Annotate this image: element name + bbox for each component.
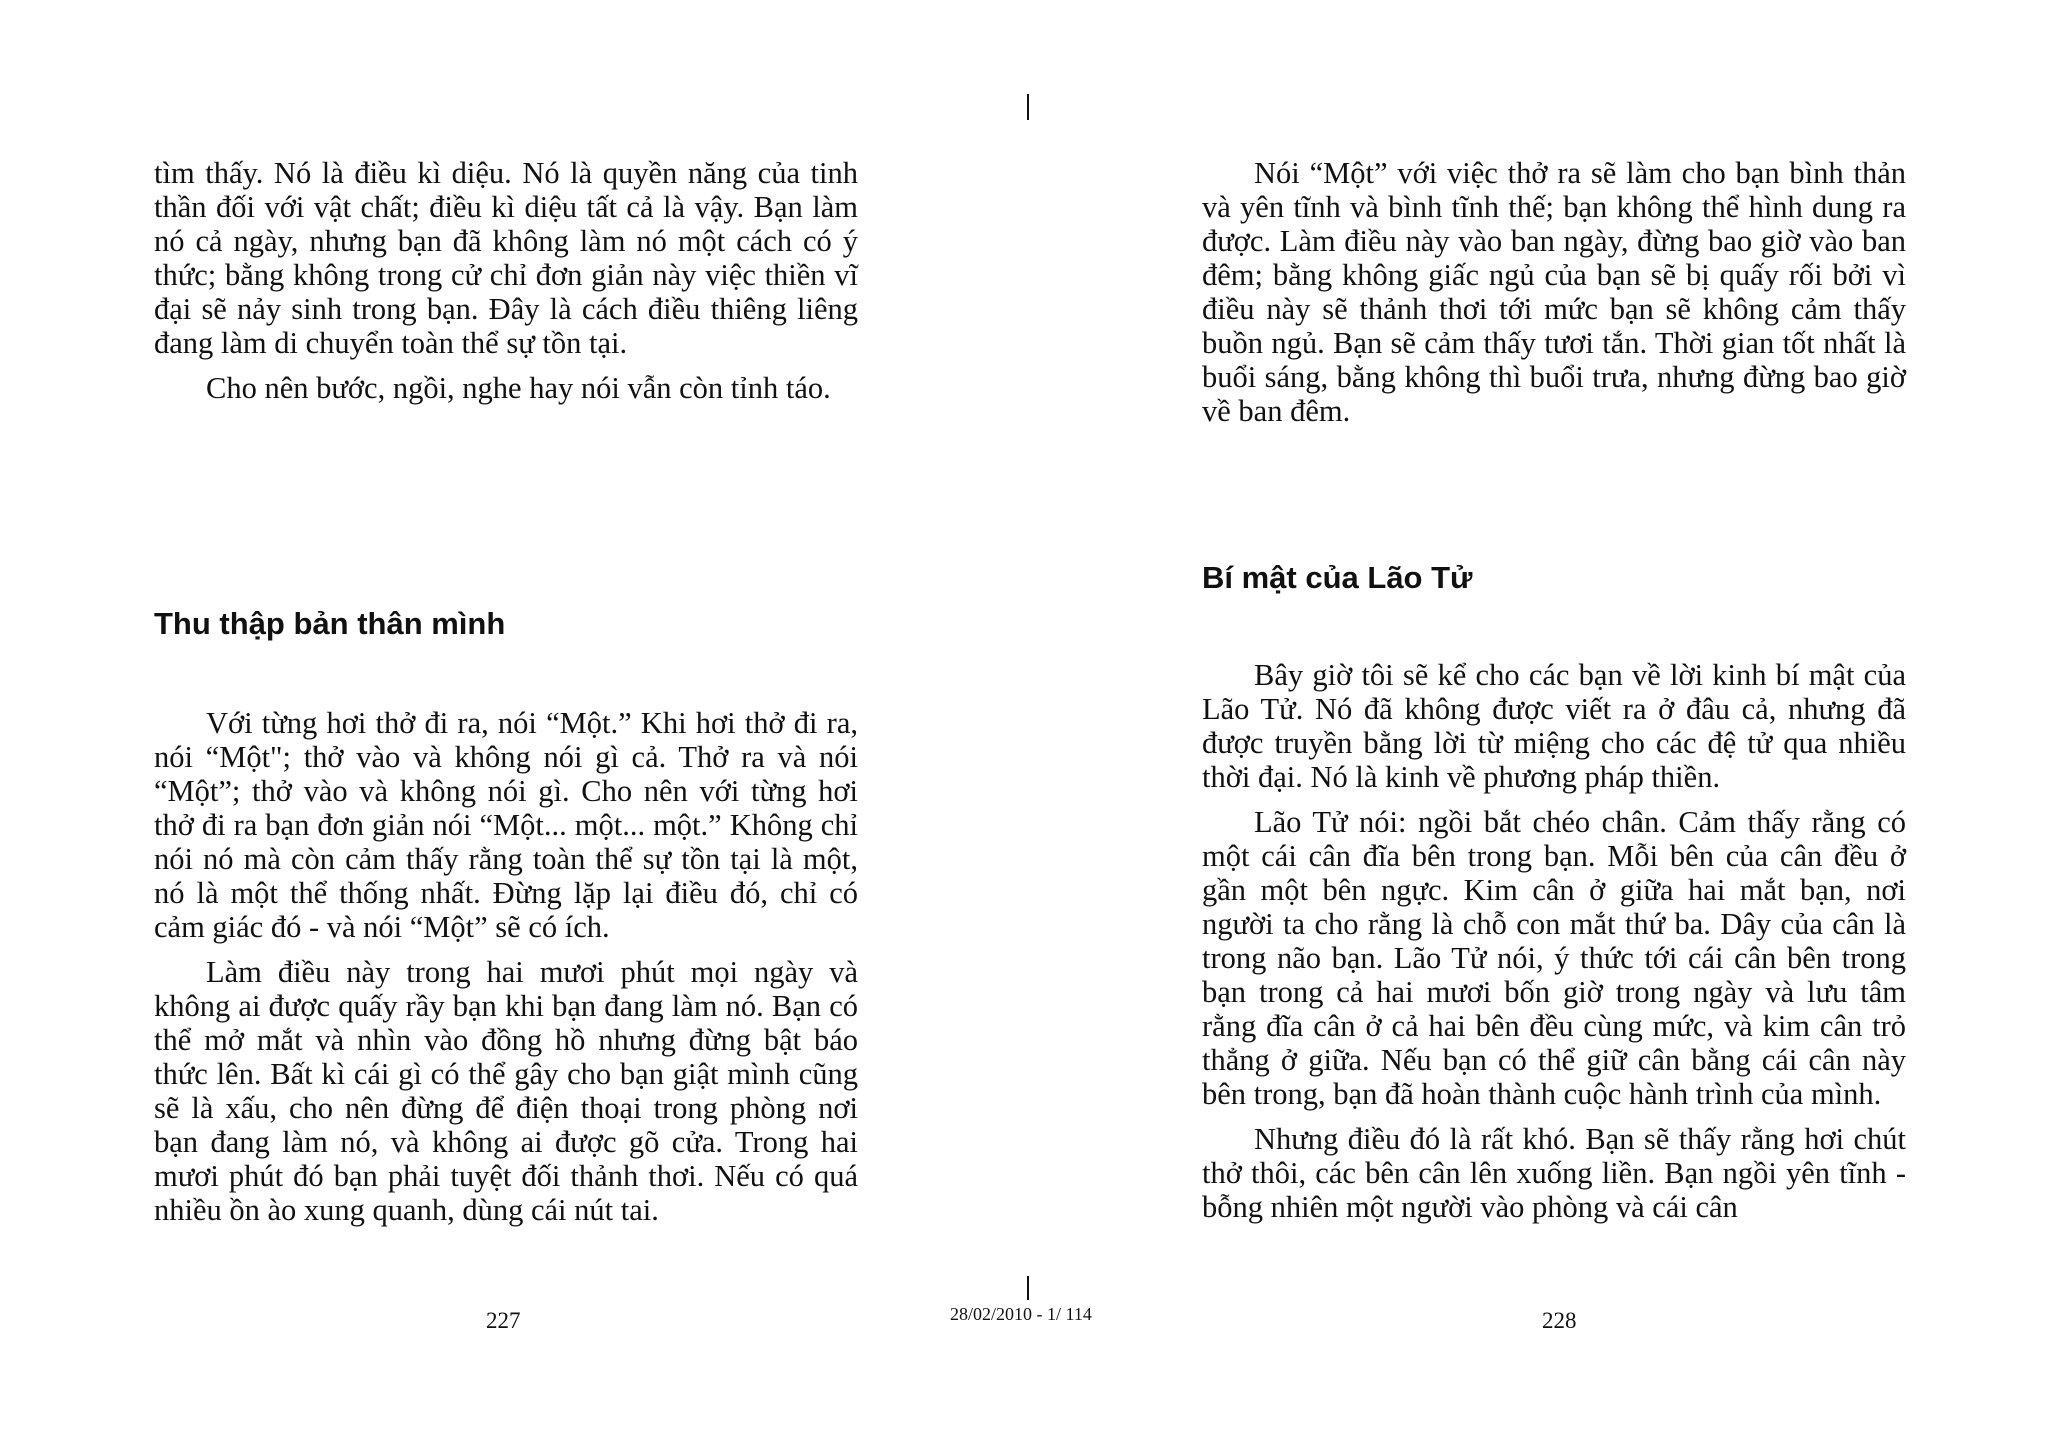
paragraph: tìm thấy. Nó là điều kì diệu. Nó là quyền năng của tinh thần đối với vật chất; điều kì diệu tất cả là vậy. Bạn làm nó cả ngày, nhưng bạn đã không làm nó một cách có ý thức; bằng không trong cử chỉ đơn giản này việc thiền vĩ đại sẽ nảy sinh trong bạn. Đây là cách điều thiêng liêng đang làm di chuyển toàn thể sự tồn tại. [154,156,858,360]
paragraph: Bây giờ tôi sẽ kể cho các bạn về lời kinh bí mật của Lão Tử. Nó đã không được viết ra ở đâu cả, nhưng đã được truyền bằng lời từ miệng cho các đệ tử qua nhiều thời đại. Nó là kinh về phương pháp thiền. [1202,658,1906,794]
paragraph: Với từng hơi thở đi ra, nói “Một.” Khi hơi thở đi ra, nói “Một"; thở vào và không nói gì cả. Thở ra và nói “Một”; thở vào và không nói gì. Cho nên với từng hơi thở đi ra bạn đơn giản nói “Một... một... một.” Không chỉ nói nó mà còn cảm thấy rằng toàn thể sự tồn tại là một, nó là một thể thống nhất. Đừng lặp lại điều đó, chỉ có cảm giác đó - và nói “Một” sẽ có ích. [154,706,858,944]
footer-date-stamp: 28/02/2010 - 1/ 114 [950,1304,1092,1324]
center-divider-top [1027,94,1029,120]
section-heading-right: Bí mật của Lão Tử [1202,560,1473,595]
left-page-top-text [154,156,858,405]
page-number-right: 228 [1542,1308,1577,1333]
paragraph: Cho nên bước, ngồi, nghe hay nói vẫn còn tỉnh táo. [206,371,831,405]
section-heading-left: Thu thập bản thân mình [154,606,506,641]
left-page-section-body [154,706,858,1227]
right-page-top-text [1202,156,1906,428]
paragraph: Nhưng điều đó là rất khó. Bạn sẽ thấy rằng hơi chút thở thôi, các bên cân lên xuống liền. Bạn ngồi yên tĩnh - bỗng nhiên một người vào phòng và cái cân [1202,1122,1906,1224]
page-number-left: 227 [486,1308,521,1333]
center-divider-bottom [1027,1276,1029,1300]
paragraph: Lão Tử nói: ngồi bắt chéo chân. Cảm thấy rằng có một cái cân đĩa bên trong bạn. Mỗi bên của cân đều ở gần một bên ngực. Kim cân ở giữa hai mắt bạn, nơi người ta cho rằng là chỗ con mắt thứ ba. Dây của cân là trong não bạn. Lão Tử nói, ý thức tới cái cân bên trong bạn trong cả hai mươi bốn giờ trong ngày và lưu tâm rằng đĩa cân ở cả hai bên đều cùng mức, và kim cân trỏ thẳng ở giữa. Nếu bạn có thể giữ cân bằng cái cân này bên trong, bạn đã hoàn thành cuộc hành trình của mình. [1202,805,1906,1111]
paragraph: Làm điều này trong hai mươi phút mọi ngày và không ai được quấy rầy bạn khi bạn đang làm nó. Bạn có thể mở mắt và nhìn vào đồng hồ nhưng đừng bật báo thức lên. Bất kì cái gì có thể gây cho bạn giật mình cũng sẽ là xấu, cho nên đừng để điện thoại trong phòng nơi bạn đang làm nó, và không ai được gõ cửa. Trong hai mươi phút đó bạn phải tuyệt đối thảnh thơi. Nếu có quá nhiều ồn ào xung quanh, dùng cái nút tai. [154,955,858,1227]
right-page-section-body [1202,658,1906,1224]
paragraph: Nói “Một” với việc thở ra sẽ làm cho bạn bình thản và yên tĩnh và bình tĩnh thế; bạn không thể hình dung ra được. Làm điều này vào ban ngày, đừng bao giờ vào ban đêm; bằng không giấc ngủ của bạn sẽ bị quấy rối bởi vì điều này sẽ thảnh thơi tới mức bạn sẽ không cảm thấy buồn ngủ. Bạn sẽ cảm thấy tươi tắn. Thời gian tốt nhất là buổi sáng, bằng không thì buổi trưa, nhưng đừng bao giờ về ban đêm. [1202,156,1906,428]
